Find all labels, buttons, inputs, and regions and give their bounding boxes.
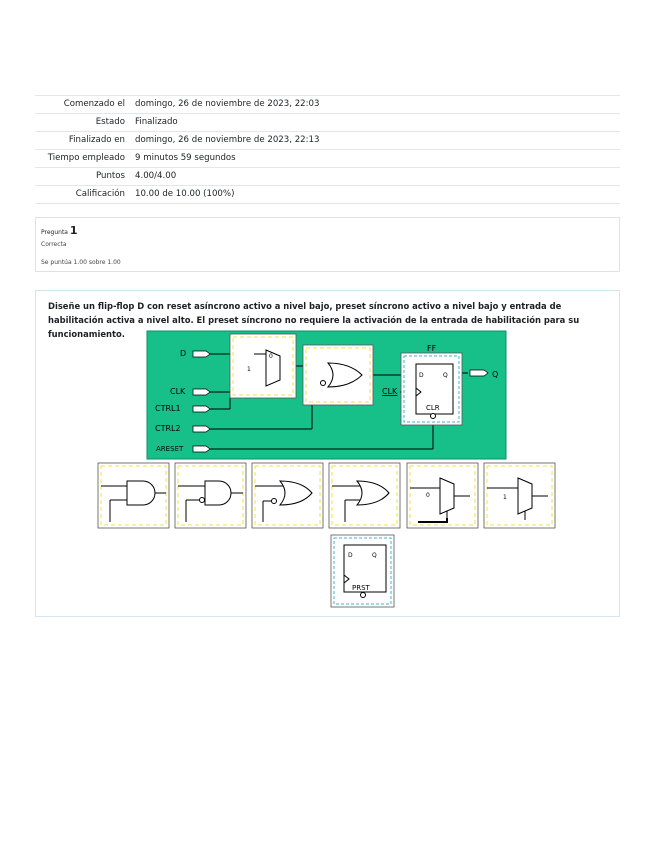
input-label-areset: ARESET (156, 445, 184, 453)
summary-row-points (35, 168, 620, 186)
option-ff-pin-q: Q (372, 552, 377, 559)
option-tile-or-inverted[interactable] (252, 463, 323, 528)
question-grade: Se puntúa 1.00 sobre 1.00 (41, 259, 121, 266)
summary-label: Puntos (35, 168, 131, 186)
input-label-clk: CLK (170, 387, 186, 396)
question-state: Correcta (41, 241, 67, 248)
summary-label: Finalizado en (35, 132, 131, 150)
mux-option-label: 0 (426, 492, 430, 499)
placed-mux-block[interactable] (230, 334, 296, 398)
summary-label: Calificación (35, 186, 131, 204)
summary-row-grade (35, 186, 620, 204)
option-tile-mux-a[interactable] (407, 463, 478, 528)
option-tile-flipflop-prst[interactable] (331, 535, 394, 607)
ff-pin-d: D (419, 372, 424, 379)
summary-value: Finalizado (131, 114, 620, 132)
input-label-ctrl2: CTRL2 (155, 424, 181, 433)
input-label-ctrl1: CTRL1 (155, 404, 181, 413)
output-label-q: Q (492, 370, 499, 379)
question-info-box (35, 217, 620, 272)
question-text: Diseñe un flip-flop D con reset asíncrono activo a nivel bajo, preset síncrono activo a nivel bajo y entrada de habilitación activa a nivel alto. El preset síncrono no requiere la activación de la entrada de habilitación para su funcionamiento. (48, 301, 580, 339)
attempt-summary-table (35, 95, 620, 204)
summary-value: 4.00/4.00 (131, 168, 620, 186)
summary-label: Comenzado el (35, 96, 131, 114)
ff-pin-q: Q (443, 372, 448, 379)
option-tile-and-inverted[interactable] (175, 463, 246, 528)
summary-label: Tiempo empleado (35, 150, 131, 168)
summary-row-started (35, 96, 620, 114)
question-number: Pregunta 1 (41, 224, 78, 237)
summary-value: 10.00 de 10.00 (100%) (131, 186, 620, 204)
placed-or-gate-block[interactable] (303, 345, 373, 405)
option-tile-and[interactable] (98, 463, 169, 528)
ff-pin-clk: CLK (382, 387, 398, 396)
option-tile-or[interactable] (329, 463, 400, 528)
summary-value: 9 minutos 59 segundos (131, 150, 620, 168)
option-tile-mux-b[interactable] (484, 463, 555, 528)
mux-label-0: 0 (269, 353, 273, 360)
summary-label: Estado (35, 114, 131, 132)
ff-pin-clr: CLR (426, 404, 440, 412)
mux-option-label: 1 (503, 494, 507, 501)
option-ff-pin-prst: PRST (352, 584, 370, 592)
mux-label-1: 1 (247, 366, 251, 373)
ff-title: FF (427, 344, 437, 353)
summary-value: domingo, 26 de noviembre de 2023, 22:03 (131, 96, 620, 114)
summary-row-state (35, 114, 620, 132)
input-label-d: D (180, 349, 187, 358)
summary-value: domingo, 26 de noviembre de 2023, 22:13 (131, 132, 620, 150)
option-ff-pin-d: D (348, 552, 353, 559)
summary-row-finished (35, 132, 620, 150)
summary-row-time (35, 150, 620, 168)
